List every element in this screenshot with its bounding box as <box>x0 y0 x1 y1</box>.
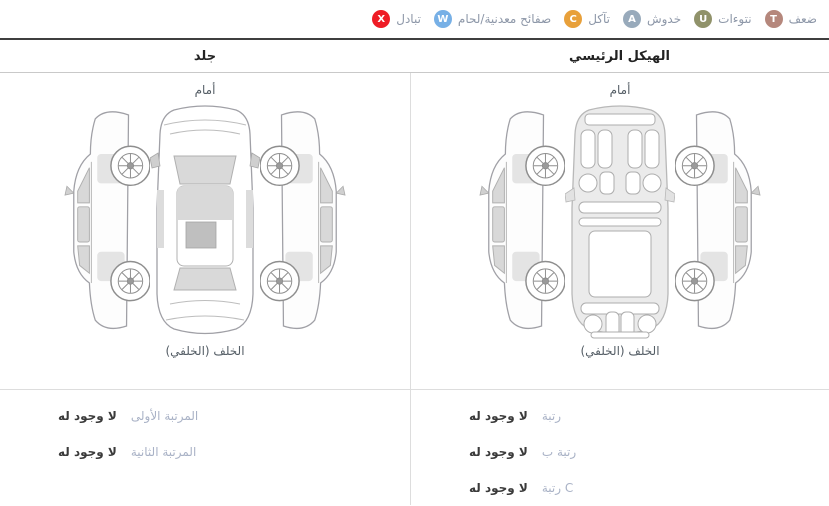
badge-X-icon: X <box>372 10 390 28</box>
legend-label: نتوءات <box>718 12 752 26</box>
badge-W-icon: W <box>434 10 452 28</box>
legend-item-bumps <box>694 10 751 28</box>
car-body-top-view-icon <box>150 98 260 342</box>
row-label: رتبة C <box>541 481 574 495</box>
legend-item-corrosion <box>564 10 610 28</box>
row-label: رتبة ب <box>541 445 577 459</box>
legend-item-exchange <box>372 10 421 28</box>
row-value: لا وجود له <box>58 409 117 423</box>
table-row <box>0 434 410 470</box>
badge-U-icon: U <box>694 10 712 28</box>
legend-item-weakness <box>765 10 817 28</box>
badge-A-icon: A <box>623 10 641 28</box>
row-label: رتبة <box>541 409 562 423</box>
main-structure-diagram <box>411 73 829 390</box>
badge-T-icon: T <box>765 10 783 28</box>
panel-leather <box>0 73 410 505</box>
car-chassis-bottom-view-icon <box>565 98 675 342</box>
badge-C-icon: C <box>564 10 582 28</box>
car-side-view-right-icon <box>260 104 346 336</box>
legend-label: صفائح معدنية/لحام <box>457 12 552 26</box>
legend-label: تآكل <box>588 12 610 26</box>
row-value: لا وجود له <box>469 445 528 459</box>
rear-label: الخلف (الخلفي) <box>165 344 245 358</box>
row-label: المرتبة الأولى <box>130 409 199 423</box>
table-row <box>0 398 410 434</box>
header-main-structure: الهيكل الرئيسي <box>569 48 670 64</box>
main-structure-rows <box>411 390 829 506</box>
table-row <box>411 470 829 506</box>
leather-rows <box>0 390 410 470</box>
body-diagram-group <box>0 98 410 342</box>
car-side-view-left-icon <box>64 104 150 336</box>
leather-diagram <box>0 73 410 390</box>
header-leather: جلد <box>193 48 217 64</box>
legend-item-scratches <box>623 10 681 28</box>
table-row <box>411 434 829 470</box>
row-value: لا وجود له <box>469 481 528 495</box>
panels <box>0 73 829 505</box>
row-label: المرتبة الثانية <box>130 445 197 459</box>
front-label: أمام <box>194 83 216 97</box>
table-row <box>411 398 829 434</box>
front-label: أمام <box>609 83 631 97</box>
panel-main-structure <box>410 73 829 505</box>
row-value: لا وجود له <box>58 445 117 459</box>
row-value: لا وجود له <box>469 409 528 423</box>
damage-legend <box>360 0 829 38</box>
legend-label: ضعف <box>788 12 817 26</box>
car-side-view-right-icon <box>675 104 761 336</box>
legend-label: تبادل <box>396 12 421 26</box>
car-side-view-left-icon <box>479 104 565 336</box>
chassis-diagram-group <box>411 98 829 342</box>
section-headers <box>0 40 829 73</box>
legend-label: خدوش <box>646 12 682 26</box>
rear-label: الخلف (الخلفي) <box>580 344 660 358</box>
legend-item-metal-sheets-welding <box>434 10 551 28</box>
inspection-board <box>0 38 829 505</box>
